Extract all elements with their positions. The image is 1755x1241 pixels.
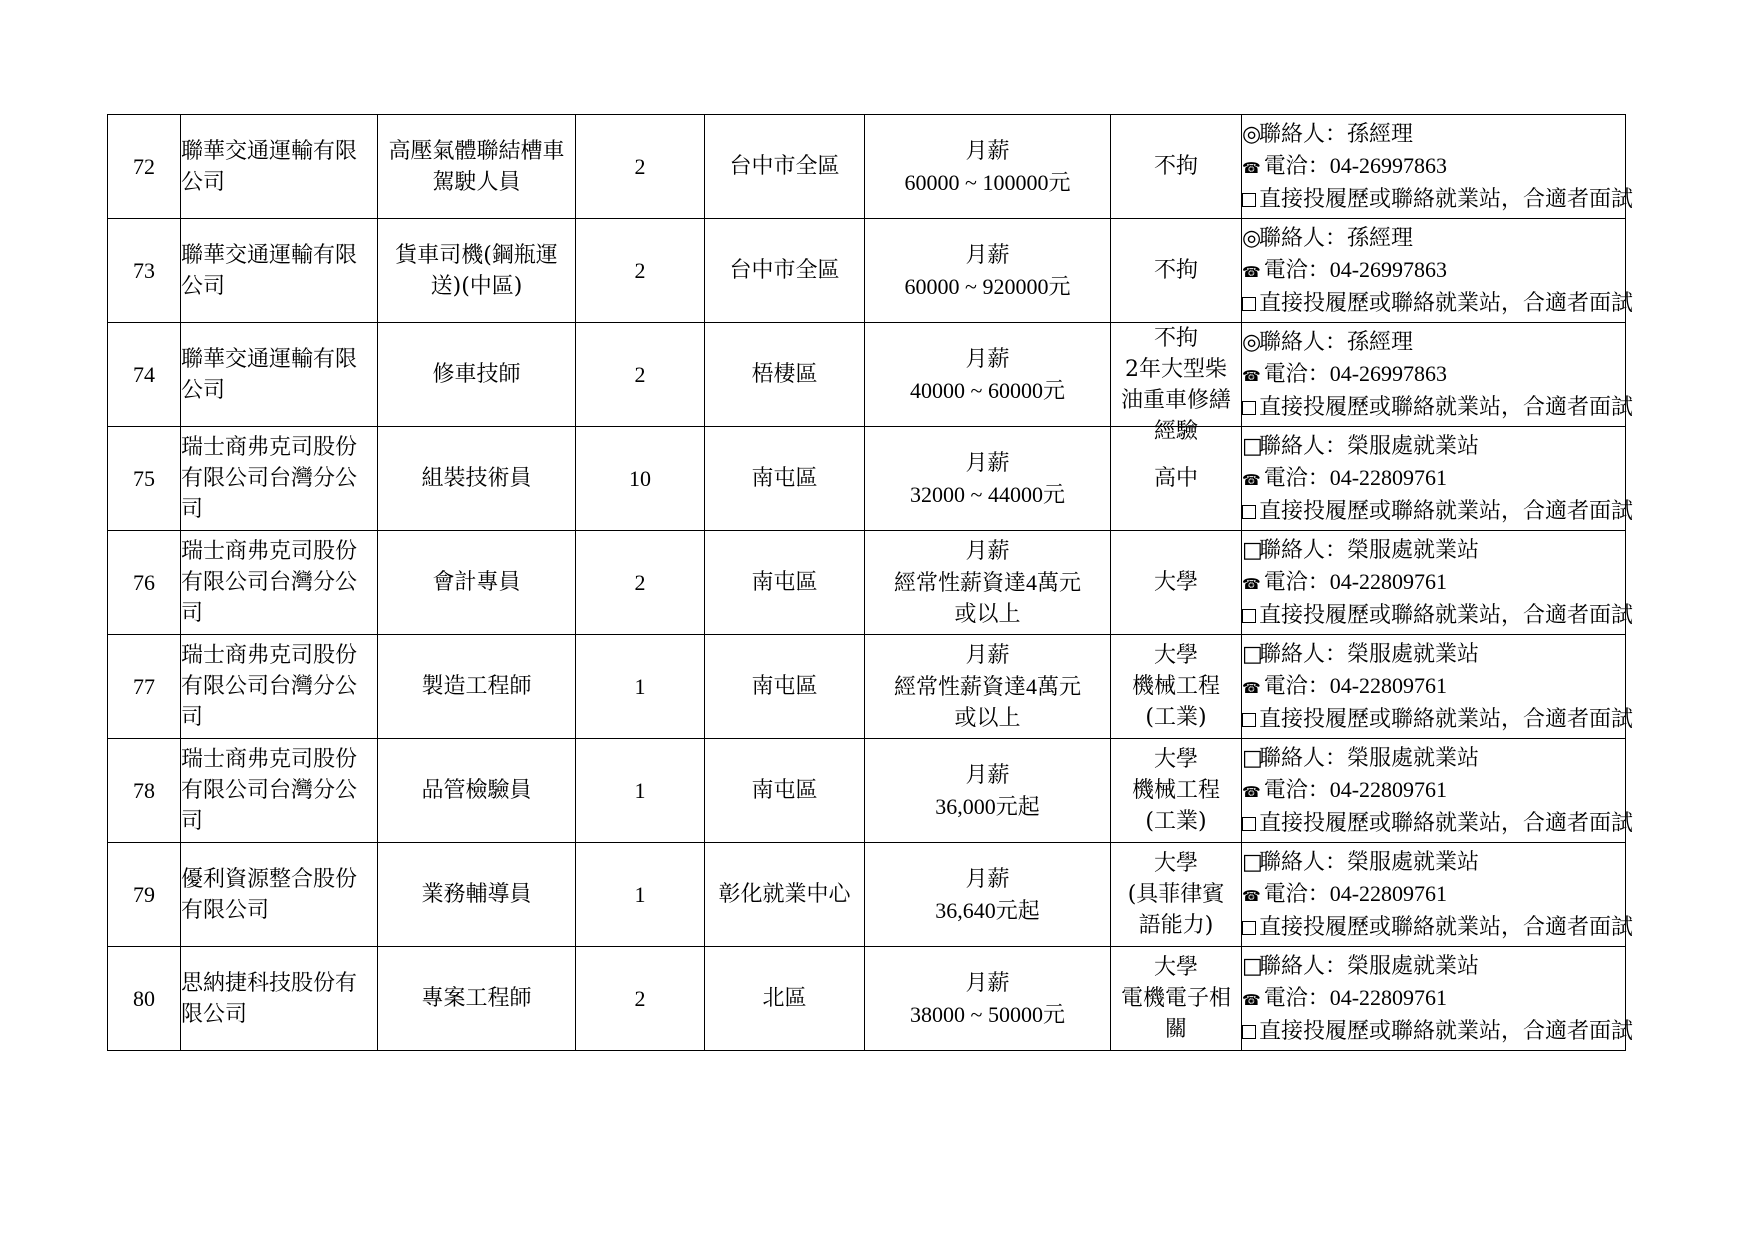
job-title	[378, 947, 576, 1051]
contact-person-line	[1242, 743, 1625, 774]
headcount: 2	[576, 531, 705, 635]
apply-instruction-line	[1242, 1016, 1634, 1047]
company-name-line: 有限公司台灣分公	[181, 674, 358, 699]
salary-line: 月薪	[965, 138, 1010, 164]
contact-person-line	[1242, 431, 1625, 462]
salary-line: 月薪	[965, 539, 1010, 564]
job-title-line: 貨車司機(鋼瓶運	[395, 242, 558, 268]
bullseye-icon: ◎	[1242, 121, 1262, 147]
contact-person-line	[1242, 639, 1625, 670]
education-line: 語能力)	[1138, 913, 1214, 938]
checkbox-icon: □	[1242, 537, 1263, 563]
phone-number: 04-22809761	[1329, 464, 1448, 490]
table-row	[108, 323, 1626, 427]
education-line: (具菲律賓	[1127, 882, 1225, 907]
work-area: 彰化就業中心	[705, 843, 865, 947]
salary	[865, 427, 1111, 531]
job-title	[378, 427, 576, 531]
company-name-line: 思納捷科技股份有	[181, 970, 358, 996]
checkbox-icon: □	[1242, 953, 1263, 979]
education-line: (工業)	[1145, 705, 1207, 730]
company-name-line: 瑞士商弗克司股份	[181, 643, 358, 668]
row-number: 80	[108, 947, 181, 1051]
contact-info	[1242, 427, 1634, 531]
apply-instruction-line	[1242, 600, 1634, 631]
contact-phone-line	[1242, 878, 1625, 912]
row-number: 78	[108, 739, 181, 843]
education-line: (工業)	[1145, 809, 1207, 834]
phone-label: 電洽：	[1263, 257, 1330, 283]
checkbox-icon: □	[1242, 849, 1263, 875]
salary-line: 60000 ~ 100000元	[904, 169, 1071, 195]
contact-phone-line	[1242, 566, 1625, 600]
checkbox-icon	[1242, 817, 1256, 831]
telephone-icon: ☎	[1242, 990, 1261, 1009]
salary-line: 32000 ~ 44000元	[910, 481, 1065, 507]
headcount: 2	[576, 323, 705, 427]
salary-line: 38000 ~ 50000元	[910, 1001, 1065, 1027]
company-name-line: 有限公司	[181, 897, 270, 923]
contact-person-line	[1242, 535, 1625, 566]
company-name	[181, 947, 378, 1051]
company-name-line: 有限公司台灣分公	[181, 778, 358, 803]
company-name-line: 公司	[181, 169, 226, 195]
education-requirement	[1111, 947, 1242, 1051]
education-requirement	[1111, 115, 1242, 219]
company-name-line: 聯華交通運輸有限	[181, 242, 358, 268]
contact-info	[1242, 947, 1634, 1051]
row-number: 75	[108, 427, 181, 531]
contact-info	[1242, 843, 1634, 947]
contact-info	[1242, 323, 1634, 427]
work-area: 南屯區	[705, 635, 865, 739]
education-line: 不拘	[1153, 258, 1198, 283]
apply-instruction-line	[1242, 496, 1634, 527]
education-lines	[1111, 323, 1241, 444]
table-row	[108, 427, 1626, 531]
table-row	[108, 219, 1626, 323]
salary	[865, 635, 1111, 739]
company-name-line: 限公司	[181, 1001, 248, 1027]
salary-line: 36,640元起	[935, 897, 1040, 923]
work-area: 北區	[705, 947, 865, 1051]
education-requirement	[1111, 635, 1242, 739]
contact-person: 聯絡人：榮服處就業站	[1259, 745, 1480, 771]
work-area: 南屯區	[705, 531, 865, 635]
bullseye-icon: ◎	[1242, 329, 1262, 355]
salary	[865, 115, 1111, 219]
education-requirement	[1111, 739, 1242, 843]
contact-phone-line	[1242, 462, 1625, 496]
table-row	[108, 531, 1626, 635]
contact-person-line	[1242, 119, 1625, 150]
apply-instruction-line	[1242, 392, 1634, 423]
job-title-line: 品管檢驗員	[421, 778, 532, 803]
education-line: 大學	[1153, 955, 1198, 980]
contact-info	[1242, 739, 1634, 843]
checkbox-icon	[1242, 609, 1256, 623]
headcount: 1	[576, 843, 705, 947]
apply-instruction-line	[1242, 184, 1634, 215]
contact-info	[1242, 531, 1634, 635]
education-lines	[1111, 151, 1241, 182]
contact-person: 聯絡人：孫經理	[1259, 225, 1414, 251]
contact-person-line	[1242, 223, 1625, 254]
contact-phone-line	[1242, 254, 1625, 288]
contact-person-line	[1242, 951, 1625, 982]
education-lines	[1111, 952, 1241, 1045]
row-number: 79	[108, 843, 181, 947]
phone-number: 04-22809761	[1329, 984, 1448, 1010]
work-area: 台中市全區	[705, 219, 865, 323]
telephone-icon: ☎	[1242, 262, 1261, 281]
salary-line: 月薪	[965, 762, 1010, 788]
education-line: 機械工程	[1131, 674, 1220, 699]
company-name	[181, 219, 378, 323]
company-name-line: 司	[181, 601, 204, 626]
phone-label: 電洽：	[1263, 673, 1330, 699]
work-area: 台中市全區	[705, 115, 865, 219]
job-title	[378, 531, 576, 635]
company-name-line: 公司	[181, 273, 226, 299]
phone-label: 電洽：	[1263, 153, 1330, 179]
salary	[865, 947, 1111, 1051]
salary	[865, 531, 1111, 635]
company-name-line: 司	[181, 705, 204, 730]
checkbox-icon	[1242, 193, 1256, 207]
company-name-line: 聯華交通運輸有限	[181, 346, 358, 372]
telephone-icon: ☎	[1242, 574, 1261, 593]
company-name-line: 司	[181, 497, 204, 522]
salary-line: 月薪	[965, 346, 1010, 372]
education-line: 大學	[1153, 851, 1198, 876]
job-title	[378, 323, 576, 427]
company-name	[181, 843, 378, 947]
table-row	[108, 115, 1626, 219]
job-title-line: 專案工程師	[421, 986, 532, 1011]
education-line: 大學	[1153, 747, 1198, 772]
job-title-line: 駕駛人員	[432, 169, 521, 195]
phone-label: 電洽：	[1263, 361, 1330, 387]
telephone-icon: ☎	[1242, 470, 1261, 489]
phone-number: 04-26997863	[1329, 152, 1448, 178]
salary-line: 月薪	[965, 970, 1010, 996]
job-title	[378, 635, 576, 739]
apply-instruction-line	[1242, 912, 1634, 943]
company-name-line: 瑞士商弗克司股份	[181, 747, 358, 772]
contact-phone-line	[1242, 670, 1625, 704]
headcount: 2	[576, 115, 705, 219]
bullseye-icon: ◎	[1242, 225, 1262, 251]
company-name	[181, 531, 378, 635]
table-row	[108, 843, 1626, 947]
checkbox-icon	[1242, 505, 1256, 519]
company-name-line: 聯華交通運輸有限	[181, 138, 358, 164]
phone-label: 電洽：	[1263, 569, 1330, 595]
salary	[865, 219, 1111, 323]
checkbox-icon: □	[1242, 433, 1263, 459]
company-name-line: 有限公司台灣分公	[181, 570, 358, 595]
row-number: 74	[108, 323, 181, 427]
contact-phone-line	[1242, 150, 1625, 184]
row-number: 76	[108, 531, 181, 635]
salary-line: 或以上	[954, 601, 1021, 626]
apply-instruction: 直接投履歷或聯絡就業站，合適者面試	[1259, 706, 1634, 732]
apply-instruction-line	[1242, 808, 1634, 839]
table-row	[108, 739, 1626, 843]
education-lines	[1111, 567, 1241, 598]
checkbox-icon	[1242, 1025, 1256, 1039]
headcount: 10	[576, 427, 705, 531]
salary-line: 經常性薪資達4萬元	[893, 570, 1081, 595]
apply-instruction: 直接投履歷或聯絡就業站，合適者面試	[1259, 498, 1634, 524]
apply-instruction: 直接投履歷或聯絡就業站，合適者面試	[1259, 290, 1634, 316]
contact-person: 聯絡人：榮服處就業站	[1259, 953, 1480, 979]
salary-line: 月薪	[965, 866, 1010, 892]
education-lines	[1111, 640, 1241, 733]
company-name	[181, 739, 378, 843]
contact-person: 聯絡人：孫經理	[1259, 121, 1414, 147]
job-title-line: 製造工程師	[421, 674, 532, 699]
company-name-line: 優利資源整合股份	[181, 866, 358, 892]
company-name	[181, 115, 378, 219]
phone-number: 04-26997863	[1329, 360, 1448, 386]
education-line: 高中	[1153, 466, 1198, 491]
company-name	[181, 323, 378, 427]
job-title-line: 修車技師	[432, 362, 521, 387]
contact-phone-line	[1242, 358, 1625, 392]
contact-person: 聯絡人：榮服處就業站	[1259, 537, 1480, 563]
job-title	[378, 219, 576, 323]
job-rows	[108, 115, 1634, 1051]
row-number: 77	[108, 635, 181, 739]
job-title	[378, 843, 576, 947]
checkbox-icon	[1242, 713, 1256, 727]
salary	[865, 843, 1111, 947]
table-row	[108, 947, 1626, 1051]
salary-line: 經常性薪資達4萬元	[893, 674, 1081, 699]
phone-label: 電洽：	[1263, 777, 1330, 803]
apply-instruction: 直接投履歷或聯絡就業站，合適者面試	[1259, 1018, 1634, 1044]
salary-line: 60000 ~ 920000元	[904, 273, 1071, 299]
job-title-line: 送)(中區)	[430, 273, 523, 299]
row-number: 72	[108, 115, 181, 219]
education-requirement	[1111, 219, 1242, 323]
work-area: 南屯區	[705, 427, 865, 531]
job-title-line: 組裝技術員	[421, 466, 532, 491]
education-line: 2年大型柴	[1125, 357, 1227, 382]
company-name-line: 瑞士商弗克司股份	[181, 539, 358, 564]
contact-person-line	[1242, 847, 1625, 878]
work-area: 梧棲區	[705, 323, 865, 427]
telephone-icon: ☎	[1242, 678, 1261, 697]
phone-number: 04-22809761	[1329, 672, 1448, 698]
phone-number: 04-22809761	[1329, 568, 1448, 594]
apply-instruction: 直接投履歷或聯絡就業站，合適者面試	[1259, 602, 1634, 628]
education-requirement	[1111, 323, 1242, 444]
education-lines	[1111, 463, 1241, 494]
headcount: 1	[576, 739, 705, 843]
contact-phone-line	[1242, 774, 1625, 808]
education-line: 不拘	[1153, 154, 1198, 179]
education-requirement	[1111, 843, 1242, 947]
checkbox-icon	[1242, 297, 1256, 311]
contact-info	[1242, 219, 1634, 323]
salary-line: 40000 ~ 60000元	[910, 377, 1065, 403]
contact-person: 聯絡人：孫經理	[1259, 329, 1414, 355]
education-line: 油重車修繕	[1120, 388, 1231, 413]
phone-label: 電洽：	[1263, 465, 1330, 491]
company-name-line: 司	[181, 809, 204, 834]
education-lines	[1111, 744, 1241, 837]
telephone-icon: ☎	[1242, 158, 1261, 177]
phone-number: 04-26997863	[1329, 256, 1448, 282]
checkbox-icon: □	[1242, 745, 1263, 771]
apply-instruction-line	[1242, 288, 1634, 319]
salary	[865, 739, 1111, 843]
apply-instruction-line	[1242, 704, 1634, 735]
company-name	[181, 635, 378, 739]
job-title-line: 會計專員	[432, 570, 521, 595]
company-name-line: 公司	[181, 377, 226, 403]
salary-line: 月薪	[965, 450, 1010, 476]
checkbox-icon: □	[1242, 641, 1263, 667]
salary-line: 36,000元起	[935, 793, 1040, 819]
headcount: 1	[576, 635, 705, 739]
contact-info	[1242, 115, 1634, 219]
contact-person: 聯絡人：榮服處就業站	[1259, 641, 1480, 667]
apply-instruction: 直接投履歷或聯絡就業站，合適者面試	[1259, 810, 1634, 836]
salary	[865, 323, 1111, 427]
job-title	[378, 739, 576, 843]
contact-person: 聯絡人：榮服處就業站	[1259, 433, 1480, 459]
education-requirement	[1111, 531, 1242, 635]
apply-instruction: 直接投履歷或聯絡就業站，合適者面試	[1259, 394, 1634, 420]
apply-instruction: 直接投履歷或聯絡就業站，合適者面試	[1259, 186, 1634, 212]
phone-number: 04-22809761	[1329, 776, 1448, 802]
job-title-line: 高壓氣體聯結槽車	[388, 138, 565, 164]
company-name-line: 有限公司台灣分公	[181, 466, 358, 491]
contact-person-line	[1242, 327, 1625, 358]
education-line: 大學	[1153, 643, 1198, 668]
checkbox-icon	[1242, 921, 1256, 935]
education-line: 大學	[1153, 570, 1198, 595]
education-line: 關	[1164, 1017, 1187, 1042]
apply-instruction: 直接投履歷或聯絡就業站，合適者面試	[1259, 914, 1634, 940]
telephone-icon: ☎	[1242, 886, 1261, 905]
education-line: 不拘	[1153, 326, 1198, 351]
phone-label: 電洽：	[1263, 985, 1330, 1011]
headcount: 2	[576, 219, 705, 323]
company-name	[181, 427, 378, 531]
salary-line: 或以上	[954, 705, 1021, 730]
education-line: 經驗	[1153, 419, 1198, 444]
salary-line: 月薪	[965, 643, 1010, 668]
work-area: 南屯區	[705, 739, 865, 843]
company-name-line: 瑞士商弗克司股份	[181, 435, 358, 460]
job-title-line: 業務輔導員	[421, 882, 532, 907]
salary-line: 月薪	[965, 242, 1010, 268]
row-number: 73	[108, 219, 181, 323]
education-lines	[1111, 848, 1241, 941]
job-listings-table	[107, 114, 1634, 1051]
job-title	[378, 115, 576, 219]
phone-label: 電洽：	[1263, 881, 1330, 907]
checkbox-icon	[1242, 401, 1256, 415]
contact-person: 聯絡人：榮服處就業站	[1259, 849, 1480, 875]
table-row	[108, 635, 1626, 739]
telephone-icon: ☎	[1242, 782, 1261, 801]
education-line: 電機電子相	[1120, 986, 1231, 1011]
contact-phone-line	[1242, 982, 1625, 1016]
headcount: 2	[576, 947, 705, 1051]
education-lines	[1111, 255, 1241, 286]
contact-info	[1242, 635, 1634, 739]
education-line: 機械工程	[1131, 778, 1220, 803]
phone-number: 04-22809761	[1329, 880, 1448, 906]
telephone-icon: ☎	[1242, 366, 1261, 385]
